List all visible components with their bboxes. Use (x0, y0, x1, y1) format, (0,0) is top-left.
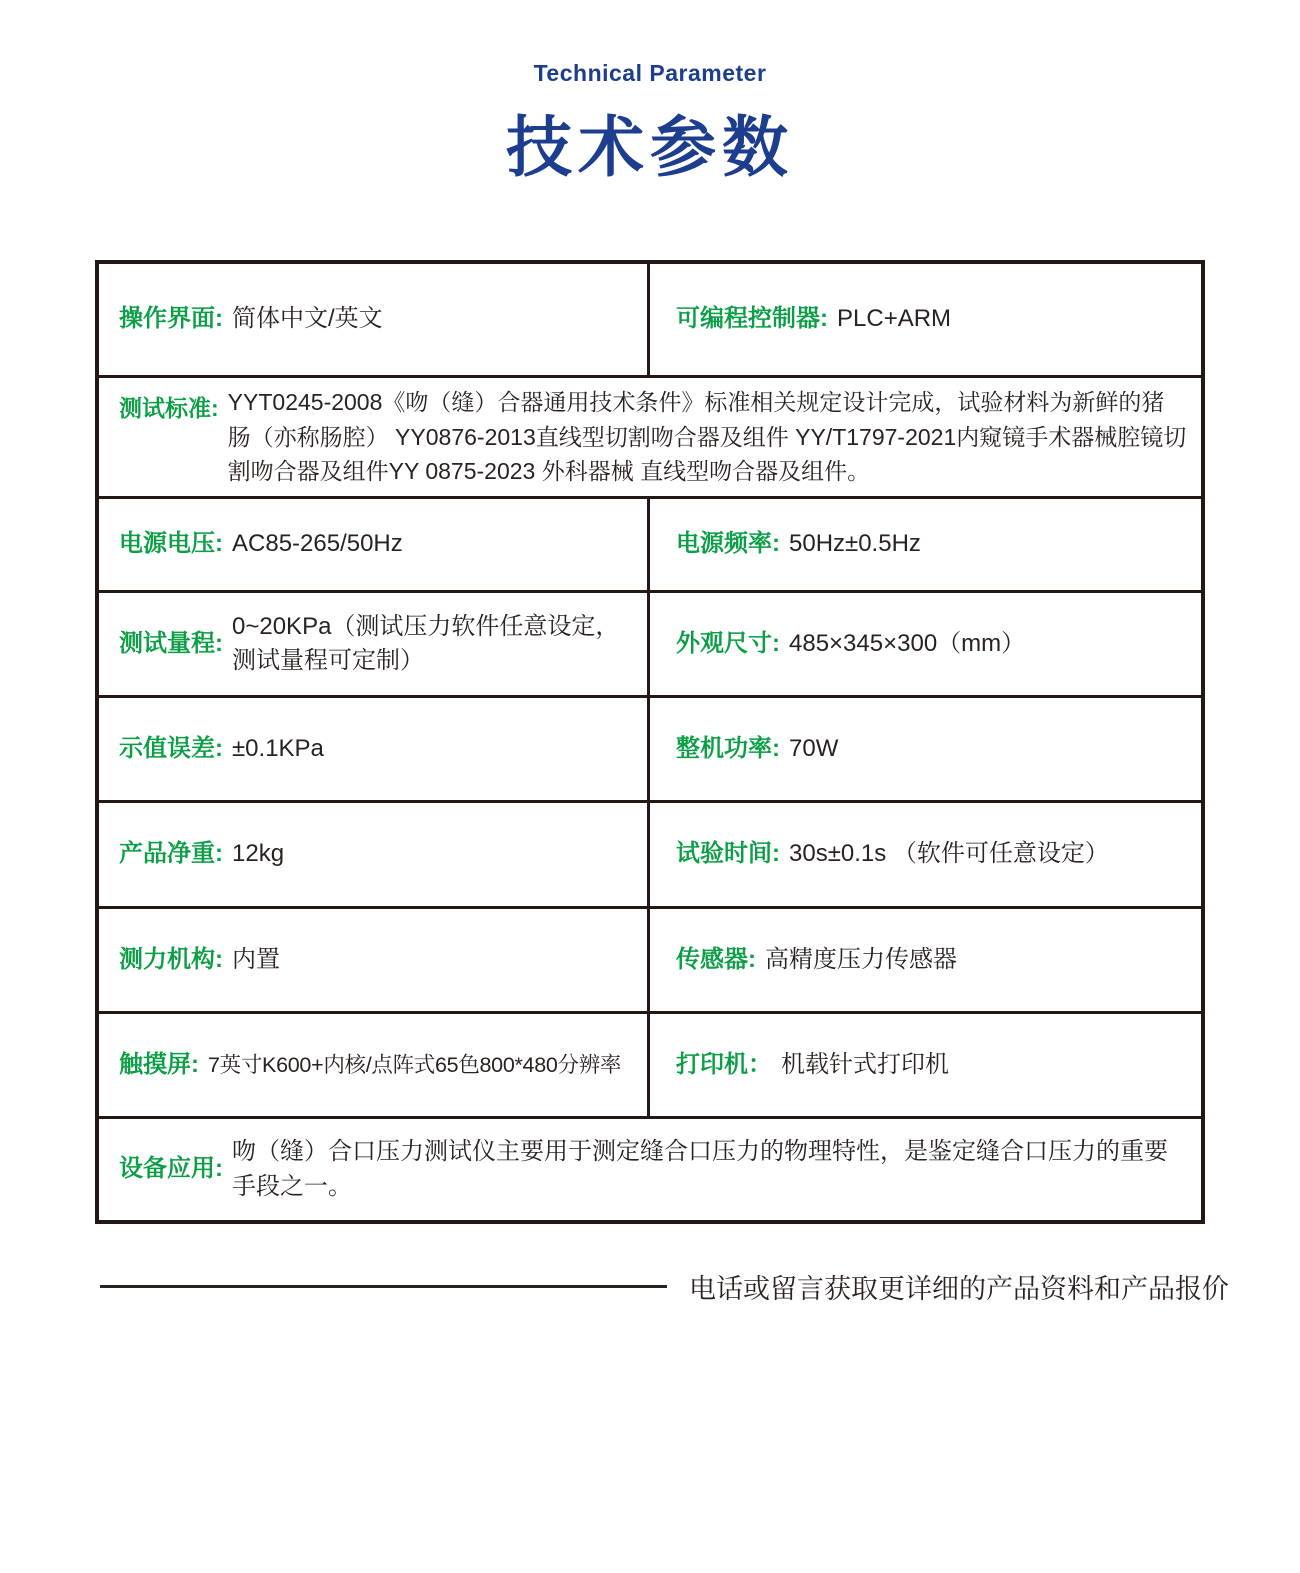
row-value: 485×345×300（mm） (789, 629, 1026, 657)
row-value: 12kg (232, 840, 285, 868)
divider-line (100, 1285, 667, 1288)
table-row (99, 375, 1201, 496)
row-label: 示值误差: (119, 734, 223, 762)
footer (100, 1258, 1229, 1314)
cell-touch-screen (99, 1014, 650, 1116)
cell-printer (650, 1014, 1201, 1116)
cell-test-time (650, 803, 1201, 906)
row-label: 产品净重: (119, 840, 223, 868)
table-row (99, 800, 1201, 906)
row-label: 设备应用: (119, 1155, 223, 1183)
row-value: 70W (789, 734, 839, 762)
row-value: 简体中文/英文 (232, 305, 383, 333)
cell-sensor (650, 909, 1201, 1011)
row-label: 触摸屏: (119, 1050, 199, 1078)
table-row (99, 695, 1201, 800)
table-row (99, 1116, 1201, 1220)
row-value: 机载针式打印机 (781, 1050, 949, 1078)
row-label: 传感器: (676, 945, 756, 973)
row-label: 测试标准: (119, 395, 219, 421)
row-value: YYT0245-2008《吻（缝）合器通用技术条件》标准相关规定设计完成，试验材料为新鲜的猪肠（亦称肠腔） YY0876-2013直线型切割吻合器及组件 YY/T1797-2021内窥镜手术器械腔镜切割吻合器及组件YY 0875-2023 外科器械 直线型吻合器及组件。 (227, 389, 1187, 485)
row-label: 试验时间: (676, 840, 780, 868)
page-title: 技术参数 (506, 110, 794, 184)
table-row (99, 1011, 1201, 1116)
row-label: 电源电压: (119, 530, 223, 558)
row-label: 测力机构: (119, 945, 223, 973)
row-label: 测试量程: (119, 629, 223, 657)
row-label: 整机功率: (676, 734, 780, 762)
cell-indication-error (99, 698, 650, 800)
table-row (99, 590, 1201, 695)
cell-machine-power (650, 698, 1201, 800)
cell-programmable-controller (650, 264, 1201, 375)
cell-dimensions (650, 593, 1201, 695)
row-value: 50Hz±0.5Hz (789, 530, 921, 558)
cell-test-standard (99, 378, 1201, 496)
row-value: 高精度压力传感器 (765, 945, 957, 973)
table-row (99, 906, 1201, 1011)
row-value: ±0.1KPa (232, 734, 324, 762)
row-label: 打印机： (676, 1050, 772, 1078)
table-row (99, 264, 1201, 375)
cell-net-weight (99, 803, 650, 906)
row-label: 可编程控制器: (676, 305, 828, 333)
subtitle-en: Technical Parameter (533, 60, 767, 86)
row-value: 0~20KPa（测试压力软件任意设定，测试量程可定制） (232, 612, 620, 674)
row-label: 操作界面: (119, 305, 223, 333)
row-value: 内置 (232, 945, 280, 973)
row-value: 30s±0.1s （软件可任意设定） (789, 840, 1109, 868)
cell-power-frequency (650, 499, 1201, 590)
row-label: 电源频率: (676, 530, 780, 558)
cell-force-mechanism (99, 909, 650, 1011)
table-row (99, 496, 1201, 590)
footer-note: 电话或留言获取更详细的产品资料和产品报价 (689, 1273, 1229, 1304)
row-value: PLC+ARM (837, 305, 952, 333)
row-value: 7英寸K600+内核/点阵式65色800*480分辨率 (208, 1052, 622, 1077)
row-label: 外观尺寸: (676, 629, 780, 657)
row-value: 吻（缝）合口压力测试仪主要用于测定缝合口压力的物理特性，是鉴定缝合口压力的重要手段之一。 (232, 1138, 1168, 1200)
cell-power-voltage (99, 499, 650, 590)
cell-test-range (99, 593, 650, 695)
row-value: AC85-265/50Hz (232, 530, 403, 558)
spec-table (95, 260, 1205, 1224)
cell-device-application (99, 1119, 1201, 1220)
cell-operation-interface (99, 264, 650, 375)
